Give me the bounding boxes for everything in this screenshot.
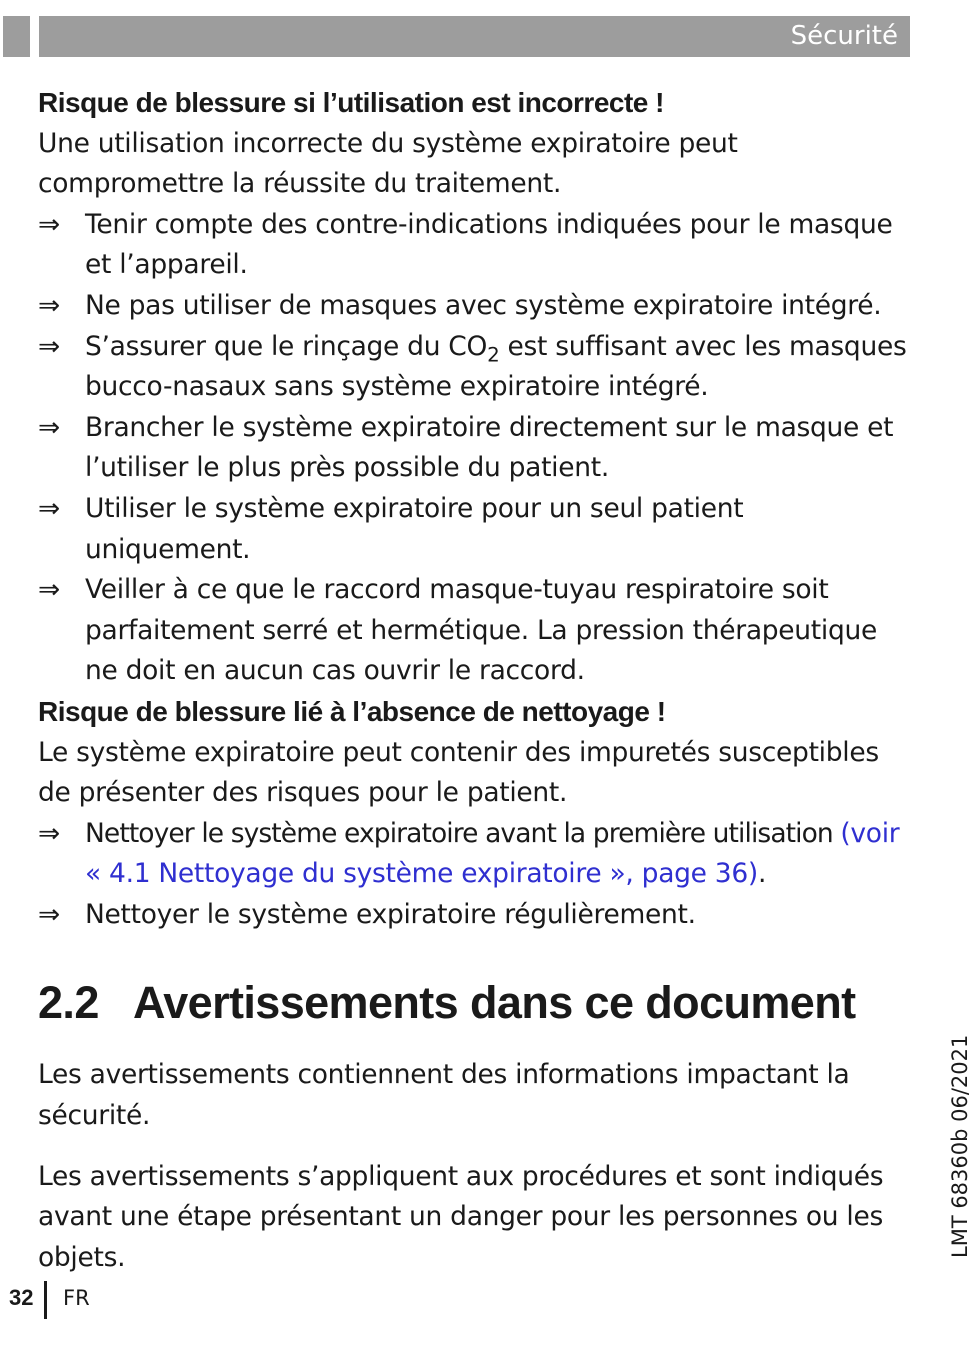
warning-intro-cleaning: Le système expiratoire peut contenir des impuretés susceptibles de présenter des risques pour le patient. bbox=[38, 736, 879, 809]
co2-text-before: S’assurer que le rinçage du CO bbox=[85, 330, 488, 362]
list-item-text: Veiller à ce que le raccord masque-tuyau respiratoire soit parfaitement serré et hermétique. La pression thérapeutique ne doit en aucun cas ouvrir le raccord. bbox=[85, 574, 877, 687]
list-item bbox=[38, 489, 908, 570]
list-item-text bbox=[85, 818, 899, 890]
list-item bbox=[38, 814, 908, 895]
arrow-icon: ⇒ bbox=[38, 289, 60, 321]
arrow-icon: ⇒ bbox=[38, 330, 60, 362]
cleaning-text: Nettoyer le système expiratoire avant la première utilisation bbox=[85, 817, 841, 849]
warning-title-cleaning: Risque de blessure lié à l’absence de nettoyage ! bbox=[38, 695, 666, 727]
warning-title-misuse: Risque de blessure si l’utilisation est incorrecte ! bbox=[38, 87, 664, 118]
section-header-title: Sécurité bbox=[790, 21, 898, 51]
document-reference-label: LMT 68360b 06/2021 bbox=[948, 1034, 972, 1258]
paragraph: Les avertissements contiennent des informations impactant la sécurité. bbox=[38, 1059, 850, 1132]
list-item bbox=[38, 286, 908, 327]
list-item-text: Nettoyer le système expiratoire régulièrement. bbox=[85, 898, 696, 930]
list-item-text: Utiliser le système expiratoire pour un seul patient uniquement. bbox=[85, 492, 744, 565]
cross-reference-link[interactable]: (voir « 4.1 Nettoyage du système expiratoire », page 36) bbox=[85, 817, 900, 890]
warning-intro-misuse: Une utilisation incorrecte du système expiratoire peut compromettre la réussite du traitement. bbox=[38, 127, 738, 200]
list-item-text bbox=[85, 331, 906, 403]
header-marker bbox=[3, 16, 30, 57]
list-item-text: Brancher le système expiratoire directement sur le masque et l’utiliser le plus près possible du patient. bbox=[85, 411, 894, 484]
list-item-text: Tenir compte des contre-indications indiquées pour le masque et l’appareil. bbox=[85, 208, 893, 281]
arrow-icon: ⇒ bbox=[38, 817, 60, 849]
list-item bbox=[38, 205, 908, 286]
list-item-text: Ne pas utiliser de masques avec système expiratoire intégré. bbox=[85, 289, 882, 321]
section-heading bbox=[38, 971, 908, 1035]
co2-text-after: est suffisant avec les masques bucco-nasaux sans système expiratoire intégré. bbox=[85, 330, 907, 403]
arrow-icon: ⇒ bbox=[38, 492, 60, 524]
section-heading-title: Avertissements dans ce document bbox=[133, 977, 856, 1029]
arrow-icon: ⇒ bbox=[38, 898, 60, 930]
co2-subscript: 2 bbox=[487, 342, 500, 366]
footer-divider bbox=[44, 1281, 47, 1319]
language-label: FR bbox=[63, 1286, 90, 1310]
list-item bbox=[38, 408, 908, 489]
list-item bbox=[38, 895, 908, 936]
arrow-icon: ⇒ bbox=[38, 574, 60, 606]
cleaning-text-end: . bbox=[757, 858, 766, 890]
header-bar bbox=[39, 16, 910, 57]
arrow-icon: ⇒ bbox=[38, 208, 60, 240]
page-number: 32 bbox=[9, 1285, 34, 1310]
page-content bbox=[38, 83, 908, 1278]
paragraph: Les avertissements s’appliquent aux procédures et sont indiqués avant une étape présentant un danger pour les personnes ou les objets. bbox=[38, 1160, 884, 1273]
list-item bbox=[38, 570, 908, 692]
list-item bbox=[38, 327, 908, 408]
arrow-icon: ⇒ bbox=[38, 411, 60, 443]
section-number: 2.2 bbox=[38, 977, 99, 1029]
